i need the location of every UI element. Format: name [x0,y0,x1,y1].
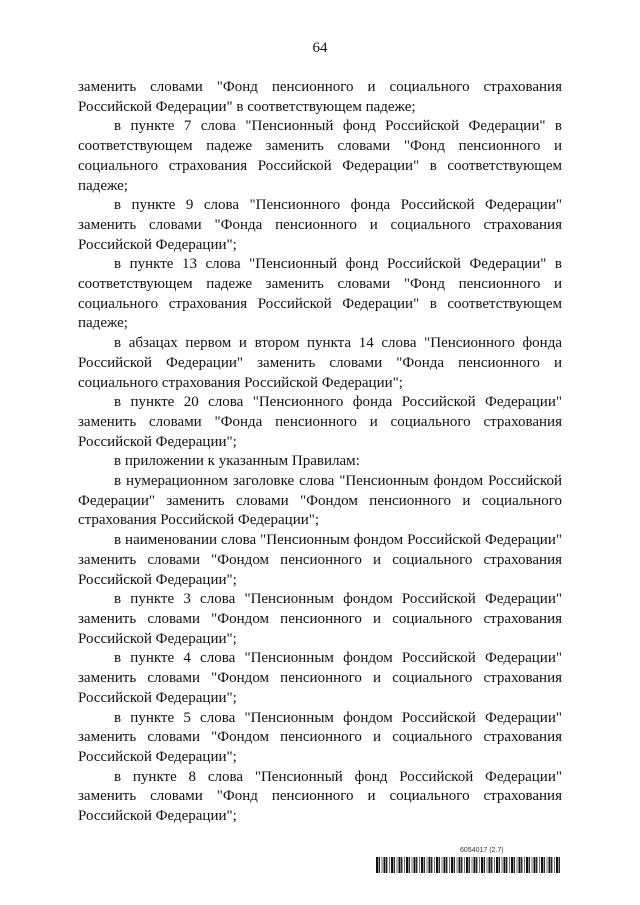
paragraph-appendix-item-3: в пункте 3 слова "Пенсионным фондом Российской Федерации" заменить словами "Фондом пенсионного и социального страхования Российской Федерации"; [78,591,562,647]
paragraph-item-14: в абзацах первом и втором пункта 14 слова "Пенсионного фонда Российской Федерации" заменить словами "Фонда пенсионного и социального страхования Российской Федерации"; [78,335,562,391]
paragraph-continuation: заменить словами "Фонд пенсионного и социального страхования Российской Федерации" в соответствующем падеже; [78,79,562,115]
paragraph-appendix-item-8: в пункте 8 слова "Пенсионный фонд Российской Федерации" заменить словами "Фонд пенсионного и социального страхования Российской Федерации"; [78,768,562,825]
paragraph-title: в наименовании слова "Пенсионным фондом Российской Федерации" заменить словами "Фондом пенсионного и социального страхования Российской Федерации"; [78,532,562,588]
paragraph-item-13: в пункте 13 слова "Пенсионный фонд Российской Федерации" в соответствующем падеже заменить словами "Фонд пенсионного и социального страхования Российской Федерации" в соответствующем падеже; [78,256,562,332]
paragraph-item-9: в пункте 9 слова "Пенсионного фонда Российской Федерации" заменить словами "Фонда пенсионного и социального страхования Российской Федерации"; [78,197,562,253]
paragraph-numbering-header: в нумерационном заголовке слова "Пенсионным фондом Российской Федерации" заменить словами "Фондом пенсионного и социального страхования Российской Федерации"; [78,473,562,529]
barcode-icon [376,857,562,873]
paragraph-appendix-item-5: в пункте 5 слова "Пенсионным фондом Российской Федерации" заменить словами "Фондом пенсионного и социального страхования Российской Федерации"; [78,709,562,765]
paragraph-item-7: в пункте 7 слова "Пенсионный фонд Российской Федерации" в соответствующем падеже заменить словами "Фонд пенсионного и социального страхования Российской Федерации" в соответствующем падеже; [78,118,562,194]
document-body [78,78,562,827]
stamp-code: 6054017 (2.7) [460,847,504,854]
paragraph-appendix-intro: в приложении к указанным Правилам: [114,453,360,470]
paragraph-appendix-item-4: в пункте 4 слова "Пенсионным фондом Российской Федерации" заменить словами "Фондом пенсионного и социального страхования Российской Федерации"; [78,650,562,706]
page-number: 64 [312,40,328,56]
paragraph-item-20: в пункте 20 слова "Пенсионного фонда Российской Федерации" заменить словами "Фонда пенсионного и социального страхования Российской Федерации"; [78,394,562,450]
